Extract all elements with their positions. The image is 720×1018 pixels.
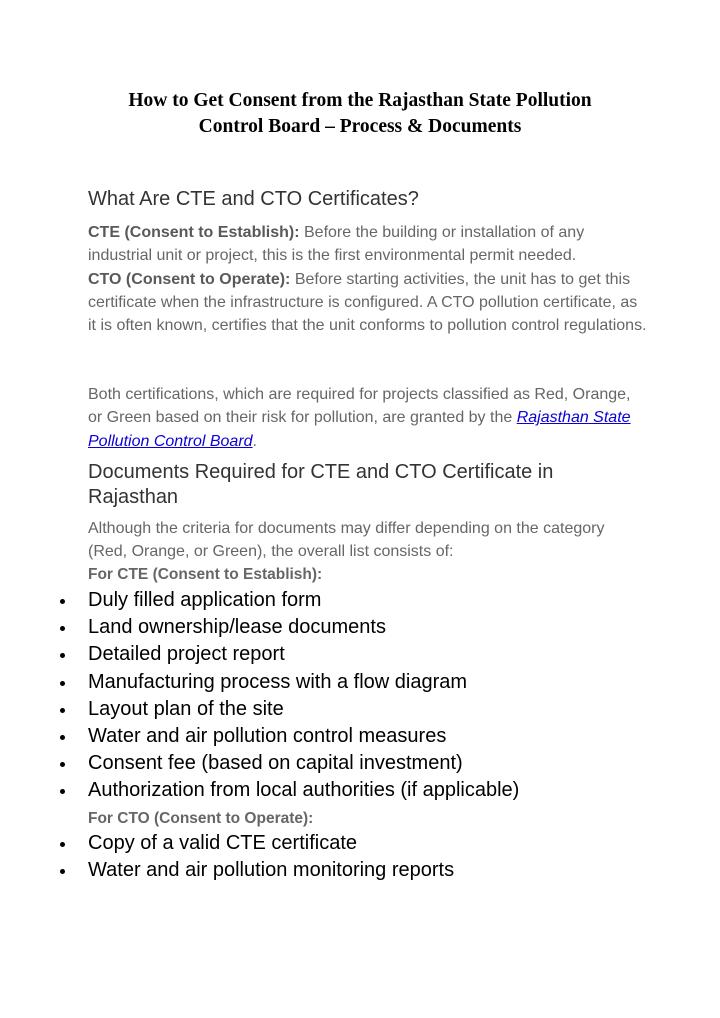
both-certifications-paragraph (88, 383, 648, 453)
bullet-icon (60, 626, 65, 631)
bullet-icon (60, 735, 65, 740)
title-line-2: Control Board – Process & Documents (198, 116, 522, 137)
cto-term: CTO (Consent to Operate): (88, 270, 291, 288)
list-item (0, 723, 700, 750)
list-item (0, 669, 700, 696)
cte-subheading: For CTE (Consent to Establish): (88, 566, 323, 583)
list-item (0, 857, 700, 884)
rspcb-link[interactable]: Rajasthan State Pollution Control Board (88, 409, 631, 450)
certificates-definitions (88, 221, 648, 337)
list-item (0, 750, 700, 777)
list-item (0, 587, 700, 614)
link-tail: . (252, 432, 257, 450)
list-item-text: Manufacturing process with a flow diagram (88, 670, 468, 693)
bullet-icon (60, 789, 65, 794)
bullet-icon (60, 762, 65, 767)
section-heading-documents: Documents Required for CTE and CTO Certificate in Rajasthan (88, 461, 554, 508)
page-title (60, 88, 660, 140)
section-heading-certificates: What Are CTE and CTO Certificates? (88, 188, 419, 210)
cte-description: Before the building or installation of any industrial unit or project, this is the first environmental permit needed. (88, 224, 585, 265)
list-item-text: Land ownership/lease documents (88, 616, 386, 639)
cto-document-list (0, 830, 700, 884)
list-item-text: Water and air pollution monitoring reports (88, 859, 455, 882)
title-line-1: How to Get Consent from the Rajasthan State Pollution (128, 90, 592, 111)
list-item-text: Authorization from local authorities (if applicable) (88, 779, 520, 802)
list-item (0, 641, 700, 668)
list-item-text: Detailed project report (88, 643, 285, 666)
list-item-text: Consent fee (based on capital investment) (88, 752, 463, 775)
list-item (0, 614, 700, 641)
cte-document-list (0, 587, 700, 805)
cto-description: Before starting activities, the unit has to get this certificate when the infrastructure is configured. A CTO pollution certificate, as it is often known, certifies that the unit conforms to pollution control regulations. (88, 270, 647, 335)
bullet-icon (60, 869, 65, 874)
both-text: Both certifications, which are required for projects classified as Red, Orange, or Green based on their risk for pollution, are granted by the (88, 386, 631, 427)
bullet-icon (60, 708, 65, 713)
bullet-icon (60, 842, 65, 847)
documents-intro: Although the criteria for documents may differ depending on the category (Red, Orange, or Green), the overall list consists of: (88, 520, 605, 561)
cto-subheading: For CTO (Consent to Operate): (88, 810, 314, 827)
list-item-text: Copy of a valid CTE certificate (88, 832, 357, 854)
bullet-icon (60, 681, 65, 686)
list-item (0, 777, 700, 804)
list-item (0, 696, 700, 723)
cte-term: CTE (Consent to Establish): (88, 224, 300, 241)
list-item-text: Layout plan of the site (88, 697, 284, 720)
bullet-icon (60, 653, 65, 658)
list-item-text: Duly filled application form (88, 589, 322, 611)
list-item (0, 830, 700, 857)
list-item-text: Water and air pollution control measures (88, 724, 447, 747)
bullet-icon (60, 599, 65, 604)
